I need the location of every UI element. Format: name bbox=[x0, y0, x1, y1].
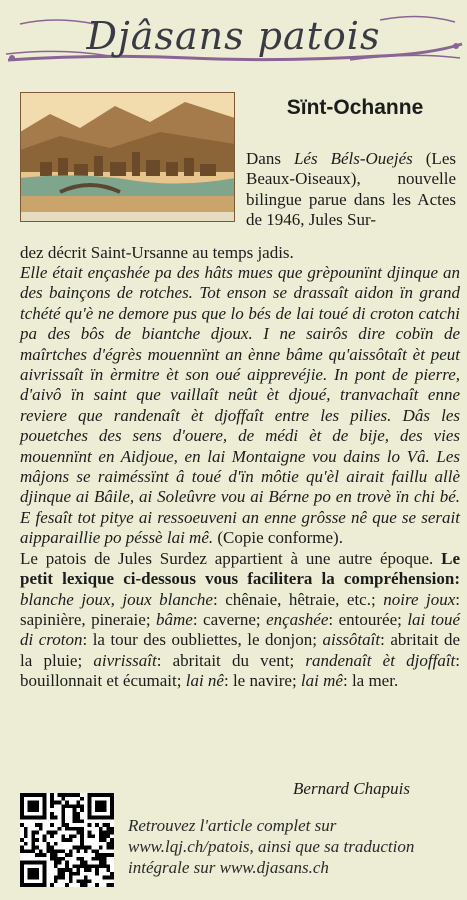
glossary-def: la tour des oubliettes, le donjon; bbox=[92, 630, 317, 650]
town-painting-image bbox=[20, 92, 235, 222]
article-title: Sïnt-Ochanne bbox=[286, 96, 424, 119]
intro-text-start: Dans bbox=[246, 149, 294, 168]
glossary-term: noire joux bbox=[383, 589, 456, 609]
glossary-def: sapinière, pineraie; bbox=[20, 609, 151, 629]
intro-book-title: Lés Béls-Ouejés bbox=[293, 149, 413, 168]
article-body bbox=[20, 263, 460, 692]
quote-note: (Copie conforme). bbox=[213, 528, 343, 548]
intro-paragraph bbox=[246, 149, 456, 231]
intro-text-end: (Les Beaux-Oiseaux), nouvelle bilingue parue dans les Actes de 1946, Jules Sur- bbox=[246, 149, 456, 230]
glossary-term: lai mê bbox=[300, 671, 343, 691]
glossary-term: randenaît èt djoffaît bbox=[305, 650, 456, 670]
glossary-def: bouillonnait et écumait; bbox=[20, 671, 182, 691]
glossary-def: abritait du vent; bbox=[172, 650, 295, 670]
glossary-term: aivrissaît bbox=[93, 650, 157, 670]
glossary-def: abritait de la pluie; bbox=[20, 630, 460, 670]
glossary-term: ençashée bbox=[266, 609, 329, 629]
glossary-def: le navire; bbox=[232, 671, 297, 691]
glossary-def: chênaie, hêtraie, etc.; bbox=[225, 589, 376, 609]
glossary-term: lai nê bbox=[185, 671, 224, 691]
glossary-term: lai toué di croton bbox=[20, 609, 461, 650]
intro-continuation: dez décrit Saint-Ursanne au temps jadis. bbox=[20, 243, 294, 262]
qr-code-image[interactable] bbox=[20, 793, 114, 887]
glossary-term: aissôtaît bbox=[322, 630, 381, 650]
section-title: Djâsans patois bbox=[86, 14, 381, 58]
quote-paragraph bbox=[20, 263, 460, 549]
glossary-paragraph: Le patois de Jules Surdez appartient à une autre époque. Le petit lexique ci-dessous vous facilitera la compréhension: blanche joux, joux blanche: chênaie, hêtraie, etc.; noire joux: sapinière, pineraie; bâme: caverne; ençashée: entourée; lai toué di croton: la tour des oubliettes, le donjon; aissôtaît: abritait de la pluie; aivrissaît: abritait du vent; randenaît èt djoffaît: bouillonnait et écumait; lai nê: le navire; lai mê: la mer. bbox=[20, 548, 461, 691]
author-signature: Bernard Chapuis bbox=[293, 779, 410, 798]
glossary-def: entourée; bbox=[338, 609, 402, 629]
header-banner bbox=[0, 0, 467, 72]
glossary-def: caverne; bbox=[203, 609, 261, 629]
glossary-term: bâme bbox=[156, 609, 193, 629]
glossary-term: blanche joux, joux blanche bbox=[20, 589, 213, 609]
glossary-def: la mer. bbox=[351, 671, 399, 691]
patois-quote: Elle était ençashée pa des hâts mues que grèpounïnt djinque an des bainçons de rotches. Tot enson se drassaît aidon ïn grand tchété qu'è ne demore pus que lo bés de lai toué di croton catchi pa des bôs de biantche djoux. I ne sairôs dire cobïn de maîrtches d'égrès mouennïnt an ènne bâme qu'aissôtaît èt peut aivrissaît ïn èrmitre èt son oué aipprevéjie. In pont de pierre, d'aivô ïn saint que vaillaît neût èt djoué, tranvachaît enne reviere que randenaît èt djoffaît entre les pilies. Dâs les pouetches des sens d'ouere, de médi èt de bije, des vies mouennïnt en Aidjoue, en lai Montaigne vou dains lo Vâ. Les mâjons se raiméssïnt â toué d'ïn môtie qu'èl airait faillu allè djinque ai Bâile, ai Soleûvre vou ai Bérne po en trovè ïn chi bé. E fesaît tot pitye ai ressoeuveni an enne grôsse nê que se serait aipparaillie po péssè lai mê. bbox=[20, 263, 460, 548]
para2-bold: Le petit lexique ci-dessous vous facilitera la compréhension: bbox=[20, 548, 460, 589]
para2-intro: Le patois de Jules Surdez appartient à une autre époque. bbox=[20, 548, 442, 568]
footer-note: Retrouvez l'article complet sur www.lqj.ch/patois, ainsi que sa traduction intégrale sur www.djasans.ch bbox=[128, 816, 415, 877]
